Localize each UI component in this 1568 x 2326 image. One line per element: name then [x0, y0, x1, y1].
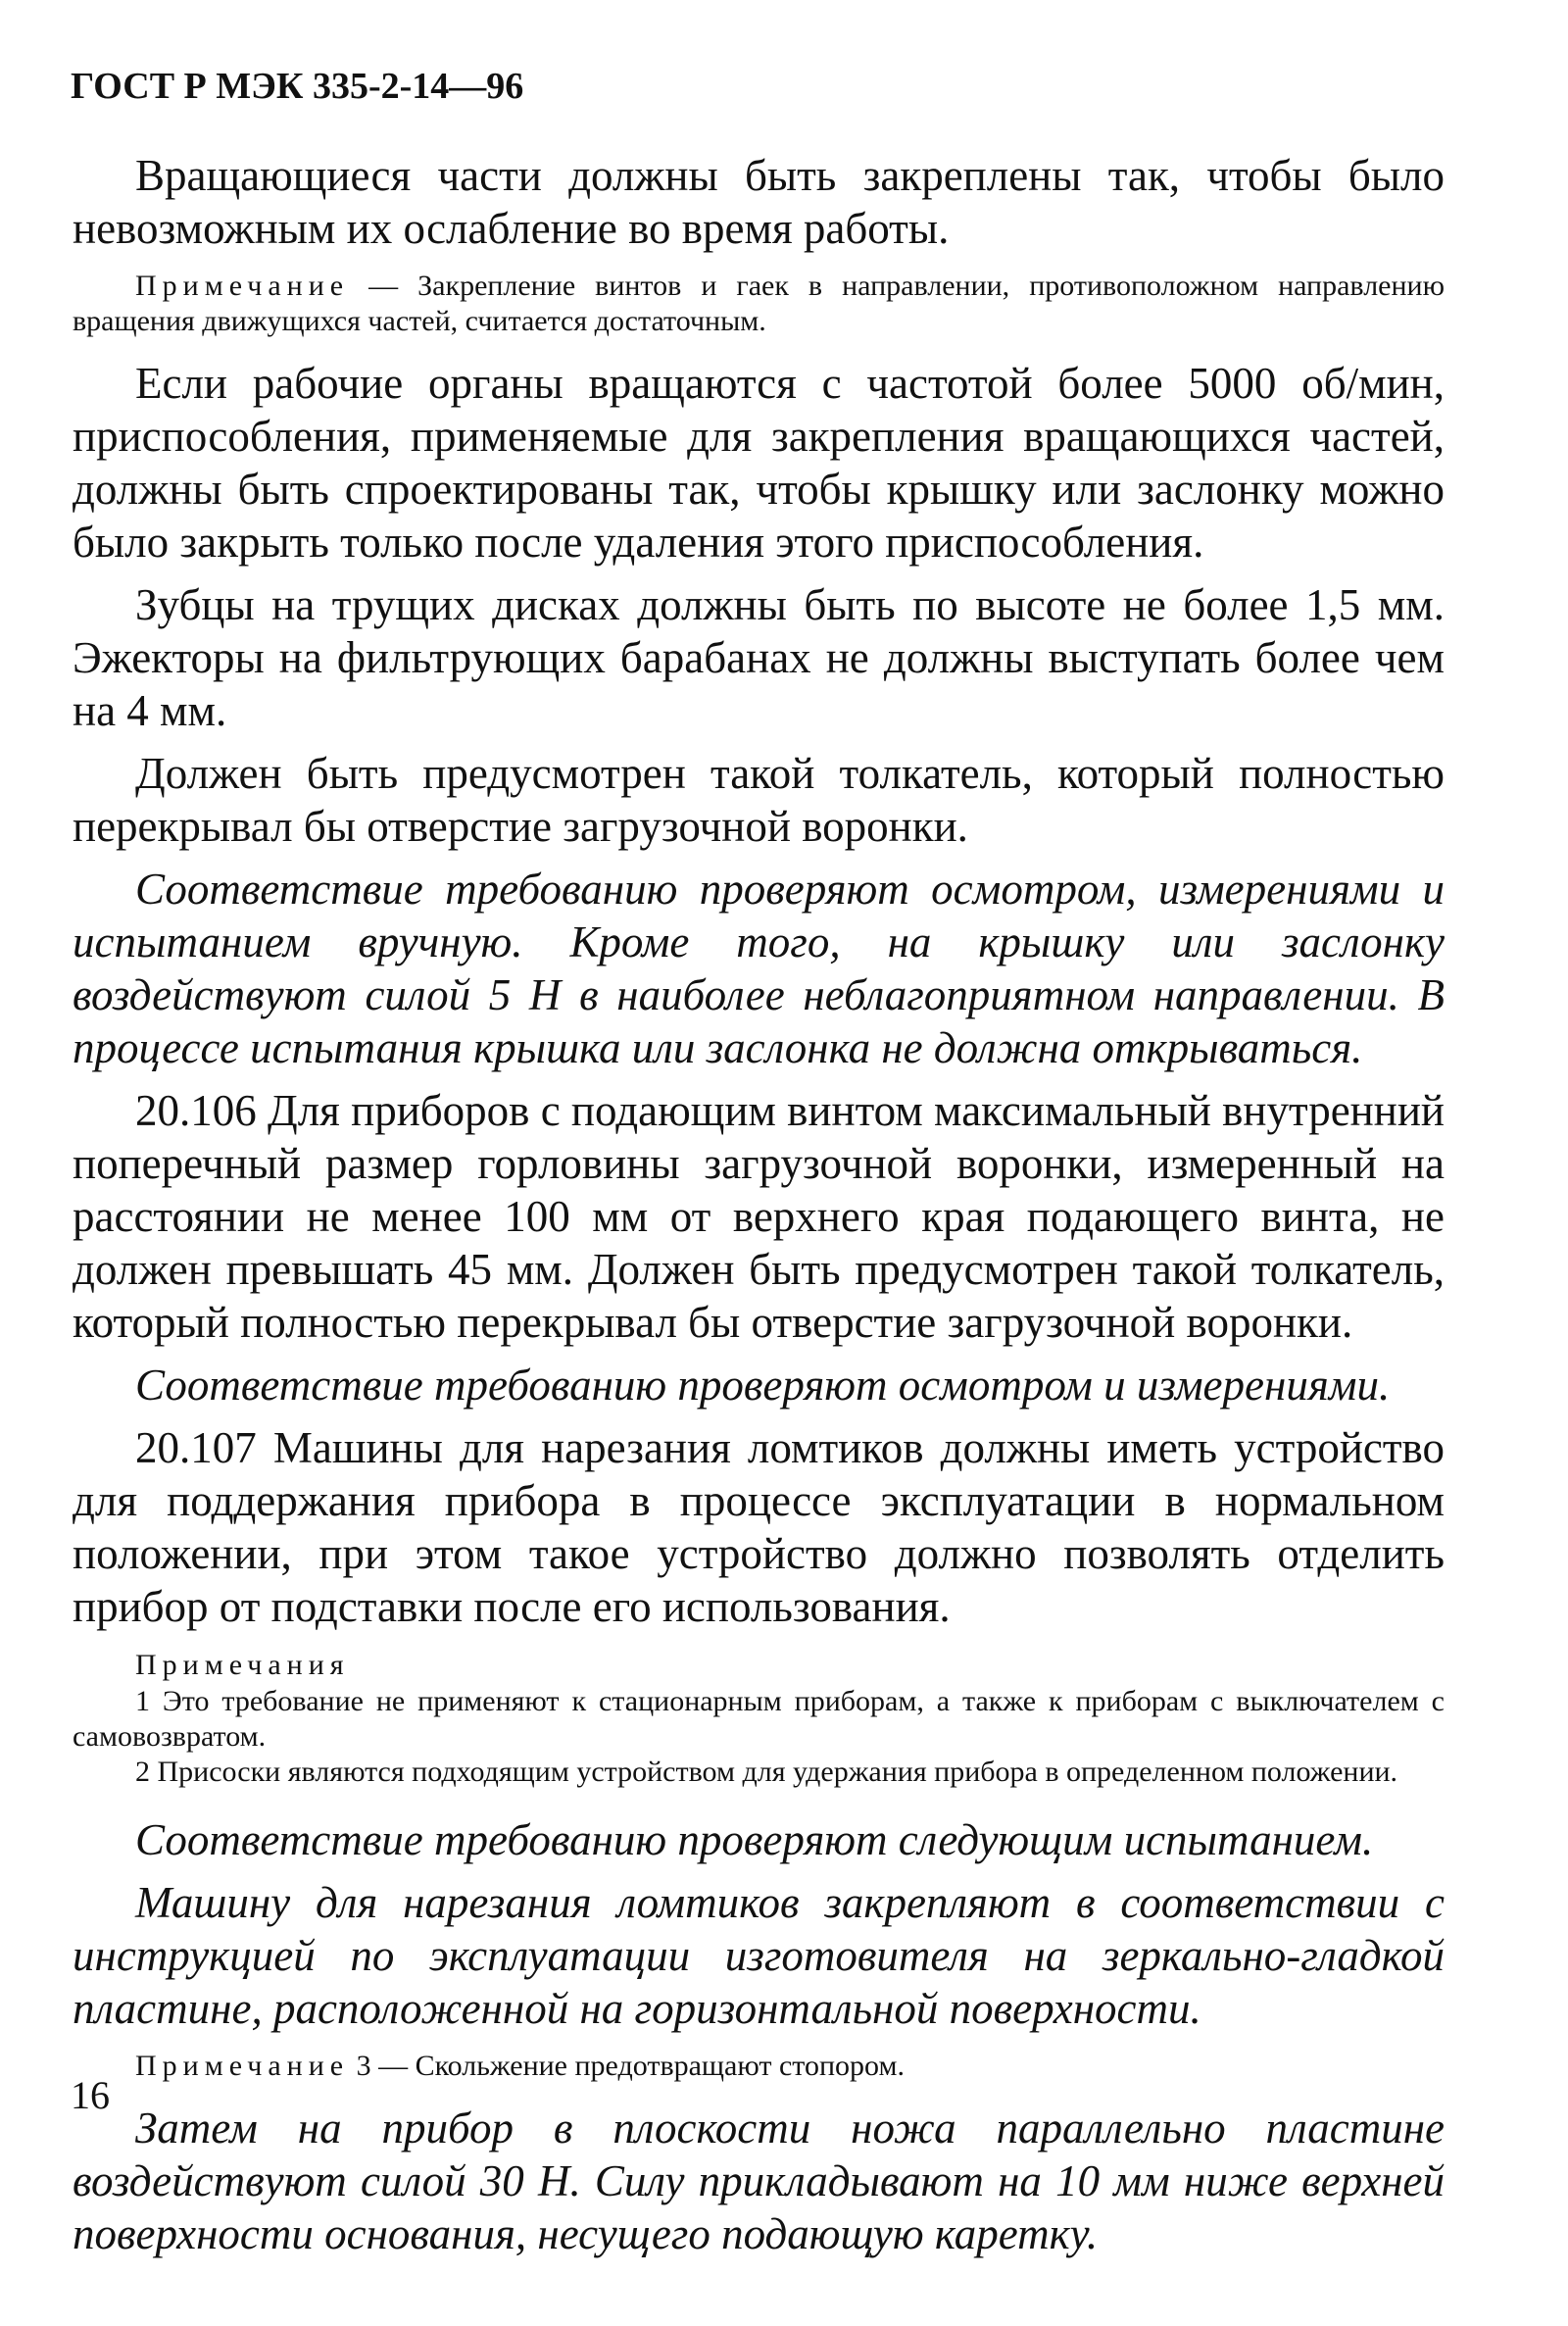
note-1: [73, 269, 1445, 339]
note-3: [73, 2049, 1445, 2084]
page-number: 16: [71, 2073, 110, 2117]
paragraph-pusher: Должен быть предусмотрен такой толкатель, который полностью перекрывал бы отверстие загрузочной воронки.: [73, 749, 1445, 851]
page-body: [73, 149, 1445, 2270]
paragraph-rotating-parts: Вращающиеся части должны быть закреплены так, чтобы было невозможным их ослабление во время работы.: [73, 151, 1445, 253]
paragraph-compliance-measurement: Соответствие требованию проверяют осмотром и измерениями.: [135, 1361, 1391, 1410]
paragraph-force-test: Затем на прибор в плоскости ножа параллельно пластине воздействуют силой 30 Н. Силу прикладывают на 10 мм ниже верхней поверхности основания, несущего подающую каретку.: [73, 2103, 1445, 2258]
notes-list: [73, 1684, 1445, 1790]
paragraph-clause-20-107: 20.107 Машины для нарезания ломтиков должны иметь устройство для поддержания прибора в процессе эксплуатации в нормальном положении, при этом такое устройство должно позволять отделить прибор от подставки после его использования.: [73, 1423, 1445, 1631]
paragraph-slicer-mounting: Машину для нарезания ломтиков закрепляют в соответствии с инструкцией по эксплуатации изготовителя на зеркально-гладкой пластине, расположенной на горизонтальной поверхности.: [73, 1878, 1445, 2033]
notes-heading: Примечания: [135, 1649, 350, 1681]
note-1-text: — Закрепление винтов и гаек в направлении, противоположном направлению вращения движущихся частей, считается достаточным.: [73, 270, 1445, 337]
note-3-label: Примечание: [135, 2050, 350, 2082]
paragraph-compliance-test: Соответствие требованию проверяют следующим испытанием.: [135, 1815, 1374, 1864]
paragraph-rotation-speed: Если рабочие органы вращаются с частотой более 5000 об/мин, приспособления, применяемые для закрепления вращающихся частей, должны быть спроектированы так, чтобы крышку или заслонку можно было закрыть только после удаления этого приспособления.: [73, 359, 1445, 567]
paragraph-disc-teeth: Зубцы на трущих дисках должны быть по высоте не более 1,5 мм. Эжекторы на фильтрующих барабанах не должны выступать более чем на 4 мм.: [73, 580, 1445, 735]
note-item-2: 2 Присоски являются подходящим устройством для удержания прибора в определенном положении.: [135, 1756, 1398, 1788]
note-item-1: 1 Это требование не применяют к стационарным приборам, а также к приборам с выключателем с самовозвратом.: [73, 1685, 1445, 1753]
paragraph-clause-20-106: 20.106 Для приборов с подающим винтом максимальный внутренний поперечный размер горловины загрузочной воронки, измеренный на расстоянии не менее 100 мм от верхнего края подающего винта, не должен превышать 45 мм. Должен быть предусмотрен такой толкатель, который полностью перекрывал бы отверстие загрузочной воронки.: [73, 1086, 1445, 1347]
note-1-label: Примечание: [135, 270, 350, 302]
paragraph-compliance-inspection: Соответствие требованию проверяют осмотром, измерениями и испытанием вручную. Кроме того, на крышку или заслонку воздействуют силой 5 Н в наиболее неблагоприятном направлении. В процессе испытания крышка или заслонка не должна открываться.: [73, 865, 1445, 1072]
note-3-text: 3 — Скольжение предотвращают стопором.: [349, 2050, 905, 2082]
standard-header: ГОСТ Р МЭК 335-2-14—96: [71, 66, 524, 107]
